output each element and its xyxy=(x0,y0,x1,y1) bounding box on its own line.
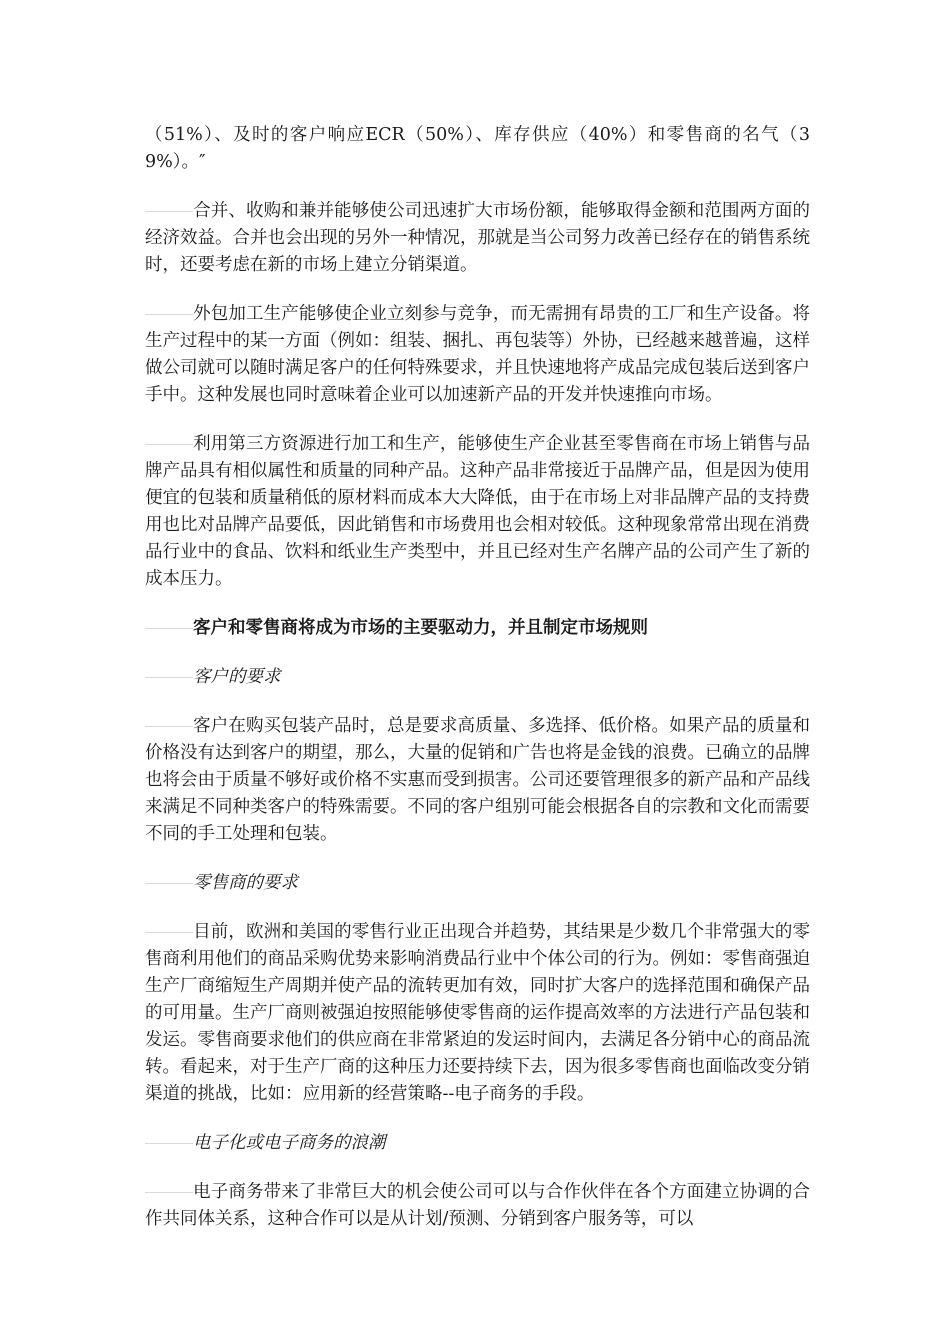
paragraph-mergers xyxy=(145,198,810,279)
indent-leader xyxy=(145,211,193,212)
subheading-retailer xyxy=(145,870,810,897)
paragraph-text: 合并、收购和兼并能够使公司迅速扩大市场份额，能够取得金额和范围两方面的经济效益。合并也会出现的另外一种情况，那就是当公司努力改善已经存在的销售系统时，还要考虑在新的市场上建立分销渠道。 xyxy=(145,201,810,275)
indent-leader xyxy=(145,1192,193,1193)
subheading-ecommerce xyxy=(145,1130,810,1157)
paragraph-outsourcing xyxy=(145,301,810,409)
subheading-text: 客户的要求 xyxy=(193,667,281,687)
indent-leader xyxy=(145,883,193,884)
indent-leader xyxy=(145,314,193,315)
paragraph-retailer-demands xyxy=(145,919,810,1108)
paragraph-third-party xyxy=(145,431,810,593)
indent-leader xyxy=(145,1143,193,1144)
paragraph-text: 电子商务带来了非常巨大的机会使公司可以与合作伙伴在各个方面建立协调的合作共同体关系，这种合作可以是从计划/预测、分销到客户服务等，可以 xyxy=(145,1182,810,1229)
indent-leader xyxy=(145,628,193,629)
subheading-customer xyxy=(145,664,810,691)
indent-leader xyxy=(145,677,193,678)
indent-leader xyxy=(145,444,193,445)
section-heading xyxy=(145,615,810,642)
paragraph-text: 目前，欧洲和美国的零售行业正出现合并趋势，其结果是少数几个非常强大的零售商利用他们的商品采购优势来影响消费品行业中个体公司的行为。例如：零售商强迫生产厂商缩短生产周期并使产品的流转更加有效，同时扩大客户的选择范围和确保产品的可用量。生产厂商则被强迫按照能够使零售商的运作提高效率的方法进行产品包装和发运。零售商要求他们的供应商在非常紧迫的发运时间内，去满足各分销中心的商品流转。看起来，对于生产厂商的这种压力还要持续下去，因为很多零售商也面临改变分销渠道的挑战，比如：应用新的经营策略--电子商务的手段。 xyxy=(145,922,810,1104)
indent-leader xyxy=(145,726,193,727)
paragraph-text: 利用第三方资源进行加工和生产，能够使生产企业甚至零售商在市场上销售与品牌产品具有相似属性和质量的同种产品。这种产品非常接近于品牌产品，但是因为使用便宜的包装和质量稍低的原材料而成本大大降低，由于在市场上对非品牌产品的支持费用也比对品牌产品要低，因此销售和市场费用也会相对较低。这种现象常常出现在消费品行业中的食品、饮料和纸业生产类型中，并且已经对生产名牌产品的公司产生了新的成本压力。 xyxy=(145,434,810,589)
subheading-text: 电子化或电子商务的浪潮 xyxy=(193,1133,386,1153)
paragraph-customer-demands xyxy=(145,713,810,848)
heading-text: 客户和零售商将成为市场的主要驱动力，并且制定市场规则 xyxy=(193,618,648,638)
paragraph-text: 外包加工生产能够使企业立刻参与竞争，而无需拥有昂贵的工厂和生产设备。将生产过程中的某一方面（例如：组装、捆扎、再包装等）外协，已经越来越普遍，这样做公司就可以随时满足客户的任何特殊要求，并且快速地将产成品完成包装后送到客户手中。这种发展也同时意味着企业可以加速新产品的开发并快速推向市场。 xyxy=(145,304,810,405)
paragraph-continued xyxy=(145,122,810,176)
paragraph-text: （51%）、及时的客户响应ECR（50%）、库存供应（40%）和零售商的名气（39%）。″ xyxy=(145,125,810,172)
document-page xyxy=(145,122,810,1255)
subheading-text: 零售商的要求 xyxy=(193,873,298,893)
paragraph-text: 客户在购买包装产品时，总是要求高质量、多选择、低价格。如果产品的质量和价格没有达到客户的期望，那么，大量的促销和广告也将是金钱的浪费。已确立的品牌也将会由于质量不够好或价格不实惠而受到损害。公司还要管理很多的新产品和产品线来满足不同种类客户的特殊需要。不同的客户组别可能会根据各自的宗教和文化而需要不同的手工处理和包装。 xyxy=(145,716,810,844)
indent-leader xyxy=(145,932,193,933)
paragraph-ecommerce xyxy=(145,1179,810,1233)
